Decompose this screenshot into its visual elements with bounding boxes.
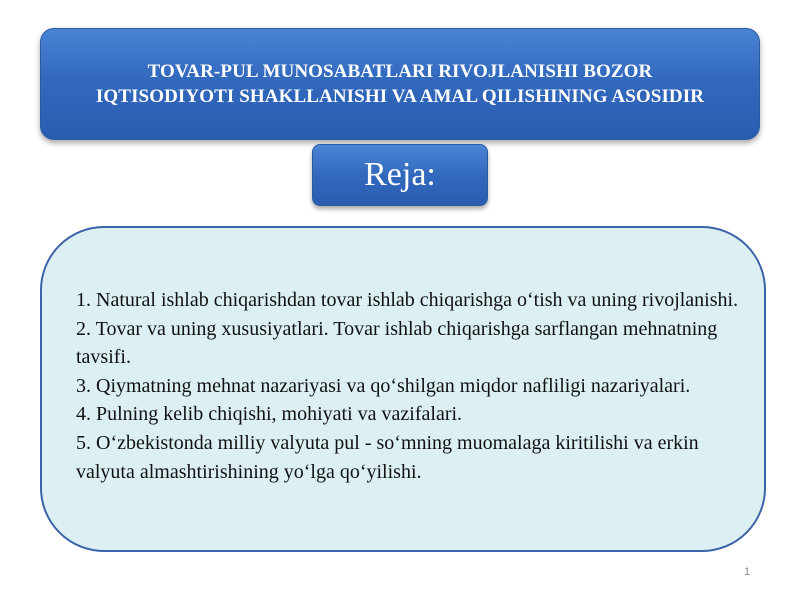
title-banner bbox=[40, 28, 760, 140]
plan-content-box bbox=[40, 226, 766, 552]
plan-item-3: 3. Qiymatning mehnat nazariyasi va qo‘shilgan miqdor nafliligi nazariyalari. bbox=[76, 374, 691, 397]
plan-heading: Reja: bbox=[364, 156, 436, 193]
page-number: 1 bbox=[744, 566, 751, 578]
plan-list bbox=[76, 286, 746, 486]
plan-item-5: 5. O‘zbekistonda milliy valyuta pul - so‘mning muomalaga kiritilishi va erkin valyuta almashtirishining yo‘lga qo‘yilishi. bbox=[76, 431, 699, 483]
plan-item-1: 1. Natural ishlab chiqarishdan tovar ishlab chiqarishga o‘tish va uning rivojlanishi. bbox=[76, 289, 739, 311]
plan-heading-box bbox=[312, 144, 488, 206]
plan-item-4: 4. Pulning kelib chiqishi, mohiyati va vazifalari. bbox=[76, 403, 463, 426]
slide-title: TOVAR-PUL MUNOSABATLARI RIVOJLANISHI BOZOR IQTISODIYOTI SHAKLLANISHI VA AMAL QILISHINING ASOSIDIR bbox=[95, 61, 705, 107]
plan-item-2: 2. Tovar va uning xususiyatlari. Tovar ishlab chiqarishga sarflangan mehnatning tavsifi. bbox=[76, 317, 718, 369]
